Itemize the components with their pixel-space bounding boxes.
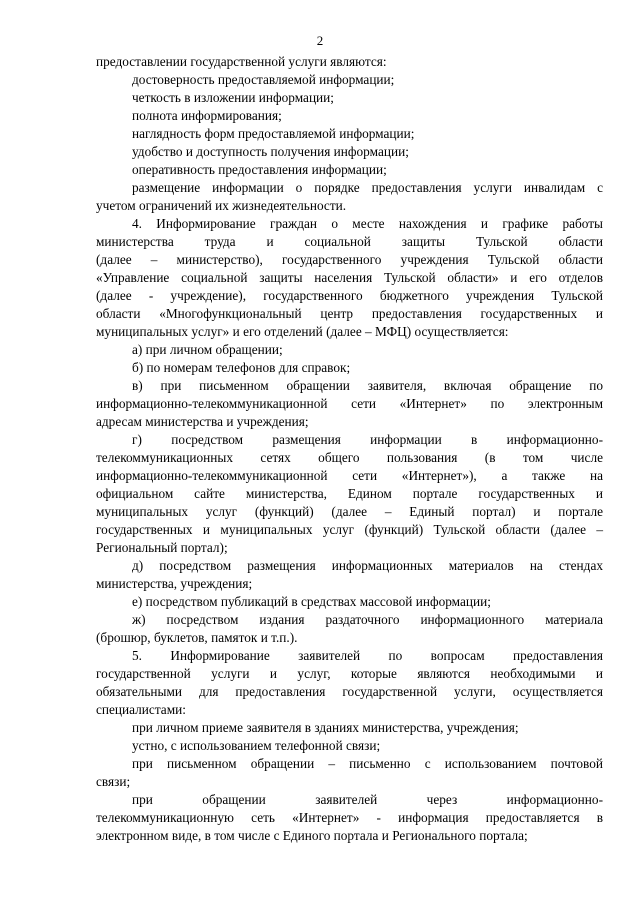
text-line: д) посредством размещения информационных материалов на стендах <box>132 558 603 573</box>
text-line: предоставлении государственной услуги являются: <box>96 54 387 69</box>
text-line: информационно-телекоммуникационной сети «Интернет» по электронным <box>96 396 603 411</box>
text-line: (брошюр, буклетов, памяток и т.п.). <box>96 630 298 645</box>
text-line: телекоммуникационных сетях общего пользования (в том числе <box>96 450 603 465</box>
text-line: обязательными для предоставления государственной услуги, осуществляется <box>96 684 603 699</box>
text-line: специалистами: <box>96 702 186 717</box>
text-line: удобство и доступность получения информации; <box>132 144 409 159</box>
text-line: а) при личном обращении; <box>132 342 283 357</box>
text-line: телекоммуникационную сеть «Интернет» - информация предоставляется в <box>96 810 603 825</box>
text-line: оперативность предоставления информации; <box>132 162 387 177</box>
text-line: ж) посредством издания раздаточного информационного материала <box>132 612 603 627</box>
text-line: (далее – министерство), государственного учреждения Тульской области <box>96 252 603 267</box>
text-line: при личном приеме заявителя в зданиях министерства, учреждения; <box>132 720 519 735</box>
text-line: 5. Информирование заявителей по вопросам предоставления <box>132 648 603 663</box>
text-line: четкость в изложении информации; <box>132 90 334 105</box>
text-line: достоверность предоставляемой информации; <box>132 72 395 87</box>
text-line: министерства, учреждения; <box>96 576 253 591</box>
text-line: министерства труда и социальной защиты Тульской области <box>96 234 603 249</box>
text-line: муниципальных услуг» и его отделений (далее – МФЦ) осуществляется: <box>96 324 509 339</box>
text-line: официальном сайте министерства, Едином портале государственных и <box>96 486 603 501</box>
text-line: области «Многофункциональный центр предоставления государственных и <box>96 306 603 321</box>
text-line: наглядность форм предоставляемой информации; <box>132 126 415 141</box>
text-line: государственной услуги и услуг, которые являются необходимыми и <box>96 666 603 681</box>
text-line: информационно-телекоммуникационной сети «Интернет»), а также на <box>96 468 603 483</box>
text-line: электронном виде, в том числе с Единого портала и Регионального портала; <box>96 828 528 843</box>
text-line: размещение информации о порядке предоставления услуги инвалидам с <box>132 180 603 195</box>
text-line: «Управление социальной защиты населения Тульской области» и его отделов <box>96 270 603 285</box>
text-line: государственных и муниципальных услуг (функций) Тульской области (далее – <box>96 522 603 537</box>
text-line: е) посредством публикаций в средствах массовой информации; <box>132 594 491 609</box>
text-line: полнота информирования; <box>132 108 282 123</box>
text-line: связи; <box>96 774 131 789</box>
text-line: при обращении заявителей через информационно- <box>132 792 603 807</box>
text-line: б) по номерам телефонов для справок; <box>132 360 351 375</box>
text-line: при письменном обращении – письменно с использованием почтовой <box>132 756 603 771</box>
text-line: 4. Информирование граждан о месте нахождения и графике работы <box>132 216 603 231</box>
page-number: 2 <box>316 33 324 48</box>
text-line: в) при письменном обращении заявителя, включая обращение по <box>132 378 603 393</box>
text-line: адресам министерства и учреждения; <box>96 414 309 429</box>
text-line: учетом ограничений их жизнедеятельности. <box>96 198 347 213</box>
text-line: муниципальных услуг (функций) (далее – Единый портал) и портале <box>96 504 603 519</box>
text-line: (далее - учреждение), государственного бюджетного учреждения Тульской <box>96 288 603 303</box>
text-line: г) посредством размещения информации в информационно- <box>132 432 603 447</box>
text-line: устно, с использованием телефонной связи; <box>132 738 381 753</box>
text-line: Региональный портал); <box>96 540 228 555</box>
document-body <box>96 53 603 845</box>
